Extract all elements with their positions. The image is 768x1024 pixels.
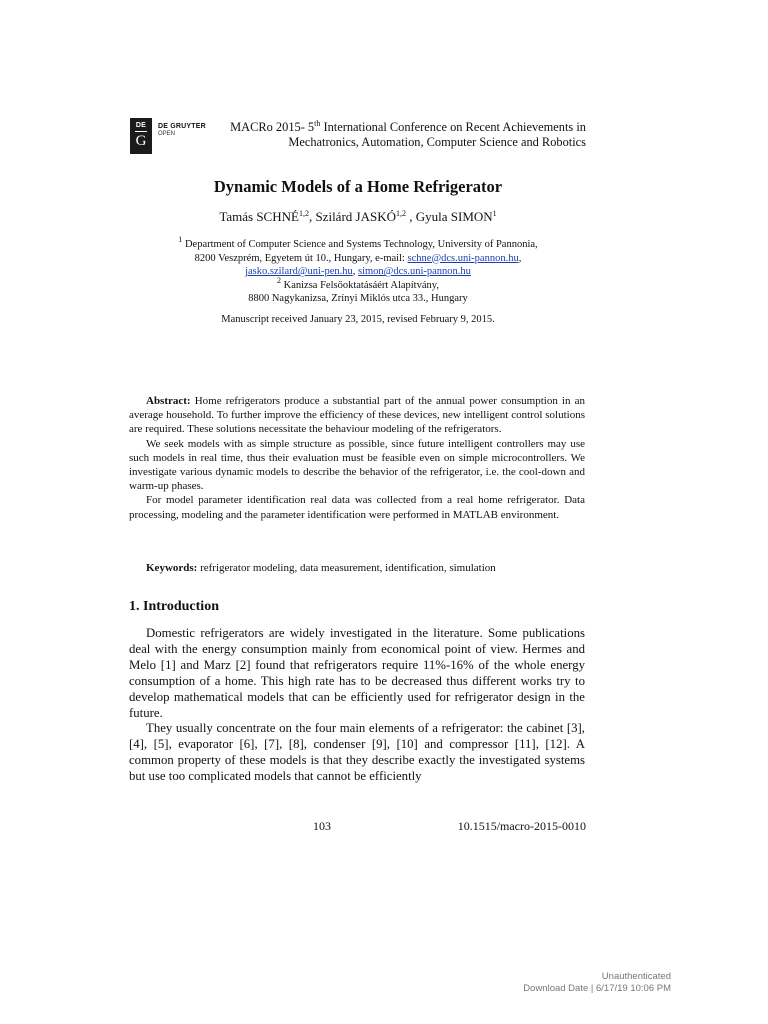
abstract-text: Home refrigerators produce a substantial part of the annual power consumption in an average household. To further improve the efficiency of these devices, new intelligent control solutions are required. These solutions necessitate the behaviour modeling of the refrigerators. (129, 395, 585, 436)
conference-line-1-pre: MACRo 2015- 5 (230, 120, 315, 134)
affiliation-2-text: Kanizsa Felsőoktatásáért Alapítvány, (281, 279, 439, 291)
manuscript-dates: Manuscript received January 23, 2015, revised February 9, 2015. (221, 314, 495, 325)
keywords-label: Keywords: (146, 562, 198, 574)
paper-title: Dynamic Models of a Home Refrigerator (213, 177, 503, 196)
watermark-line-1: Unauthenticated (601, 971, 671, 982)
abstract-paragraph: For model parameter identification real data was collected from a real home refrigerator. Data processing, modeling and the parameter identification were performed in MATLAB environment. (129, 494, 585, 521)
author-name: Szilárd JASKÓ (315, 209, 396, 224)
author-affiliation-sup: 1,2 (298, 209, 309, 218)
affiliations (0, 235, 716, 306)
logo-divider (135, 131, 147, 132)
email-separator: , (518, 252, 522, 264)
affiliation-1-line-1 (0, 235, 716, 252)
keywords (146, 562, 496, 574)
publisher-name: DE GRUYTER (158, 123, 206, 130)
section-heading: 1. Introduction (129, 599, 219, 614)
author-separator: , (405, 209, 416, 224)
affiliation-emails-line (0, 265, 716, 279)
publisher-logo (130, 118, 152, 154)
author-affiliation-sup: 1 (492, 209, 497, 218)
introduction-body (129, 626, 585, 785)
author-name: Gyula SIMON (415, 209, 493, 224)
download-watermark (480, 971, 671, 995)
abstract-paragraph (129, 394, 585, 437)
publisher-sub: OPEN (158, 131, 176, 137)
affiliation-1-line-2 (0, 252, 716, 266)
email-link-simon[interactable]: simon@dcs.uni-pannon.hu (357, 266, 471, 278)
affiliation-1-text: Department of Computer Science and Systems Technology, University of Pannonia, (182, 239, 538, 250)
affiliation-1-sup: 1 (178, 235, 183, 244)
abstract-label: Abstract: (146, 395, 191, 407)
conference-header (205, 120, 586, 150)
email-separator: , (352, 266, 358, 278)
email-link-jasko[interactable]: jasko.szilard@uni-pen.hu (245, 266, 353, 278)
author-name: Tamás SCHNÉ (219, 209, 299, 224)
abstract (129, 394, 585, 522)
conference-line-1 (205, 120, 586, 135)
affiliation-2-sup: 2 (277, 275, 282, 285)
conference-ordinal-sup: th (314, 119, 321, 128)
watermark-line-2: Download Date | 6/17/19 10:06 PM (523, 983, 671, 994)
author-list (0, 209, 716, 225)
affiliation-2-line-2: 8800 Nagykanizsa, Zrínyi Miklós utca 33., Hungary (248, 293, 468, 305)
page-number: 103 (313, 819, 331, 833)
email-link-schne[interactable]: schne@dcs.uni-pannon.hu (407, 252, 519, 264)
body-paragraph: Domestic refrigerators are widely investigated in the literature. Some publications deal with the energy consumption mainly from economical point of view. Hermes and Melo [1] and Marz [2] found that refrigerators require 11%-16% of the whole energy consumption of a home. This high rate has to be decreased thus different works try to develop mathematical models that can be efficiently used for refrigerator design in the future. (129, 626, 585, 720)
author-separator: , (308, 209, 316, 224)
conference-line-2: Mechatronics, Automation, Computer Science and Robotics (288, 135, 586, 149)
affiliation-2-line-1 (0, 275, 716, 293)
logo-de-text: DE (135, 122, 147, 129)
logo-g-text: G (135, 133, 147, 149)
author-affiliation-sup: 1,2 (395, 209, 406, 218)
doi: 10.1515/macro-2015-0010 (457, 819, 586, 833)
abstract-paragraph: We seek models with as simple structure as possible, since future intelligent controllers may use such models in real time, thus their evaluation must be feasible even on simple microcontrollers. We investigate various dynamic models to describe the behavior of the refrigerator, i.e. the cool-down and warm-up phases. (129, 437, 585, 493)
conference-line-1-post: International Conference on Recent Achievements in (320, 120, 586, 134)
keywords-text: refrigerator modeling, data measurement, identification, simulation (197, 562, 496, 574)
affiliation-1-address: 8200 Veszprém, Egyetem út 10., Hungary, e-mail: (194, 252, 408, 264)
body-paragraph: They usually concentrate on the four main elements of a refrigerator: the cabinet [3], [4], [5], evaporator [6], [7], [8], condenser [9], [10] and compressor [11], [12]. A common property of these models is that they describe exactly the investigated systems but use too complicated models that cannot be efficiently (129, 721, 585, 784)
